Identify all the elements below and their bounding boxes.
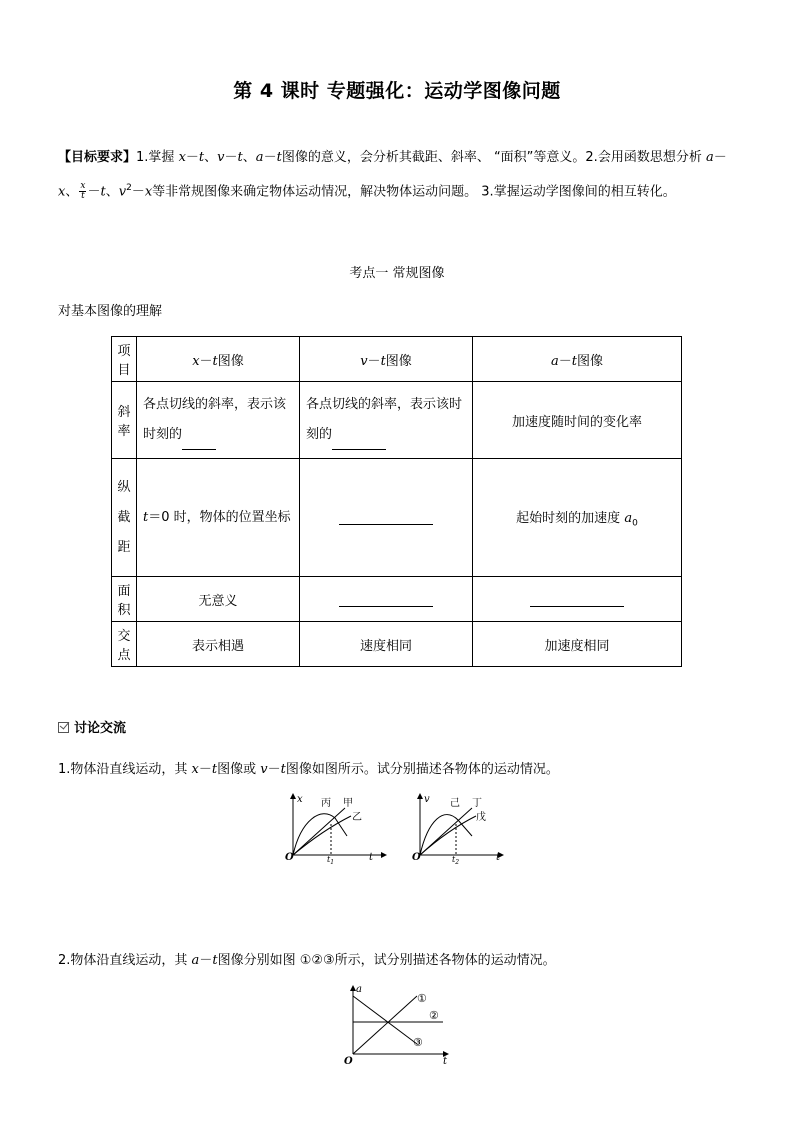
separator: 、 [242,150,256,165]
x-axis-arrow [381,852,387,858]
var-x: x [58,184,66,200]
xt-graph-figure [283,790,393,866]
var-t: t [198,150,205,165]
minus-sign: － [199,353,213,369]
var-a: a [191,953,200,968]
minus-sign: － [558,353,572,369]
minus-sign: － [263,150,277,165]
cell-slope-vt [300,382,473,459]
separator: 、 [65,184,79,200]
curve-label-yi: 乙 [352,812,362,823]
y-axis-label: x [297,794,303,805]
answer-blank[interactable] [339,510,433,525]
var-t: t [380,353,386,369]
fraction-x-over-t [79,182,86,201]
cell-area-at [473,577,682,622]
origin-label: O [344,1056,353,1067]
var-t: t [143,509,149,525]
table-row [112,622,682,667]
var-t: t [211,762,218,777]
question-text: 图像如图所示。试分别描述各物体的运动情况。 [285,762,559,777]
answer-blank[interactable] [332,435,386,450]
row-label-cross: 交点 [112,622,137,667]
header-suffix: 图像 [217,353,244,369]
minus-sign: － [199,953,213,968]
answer-blank[interactable] [339,592,433,607]
curve-label-bing: 丙 [321,798,331,809]
y-axis-label: a [356,984,362,995]
t2-tick-label: $t_2$ [452,855,460,866]
cell-intercept-at [473,459,682,577]
objectives-text: 1.掌握 [136,150,175,165]
separator: 、 [105,184,119,200]
curve-label-wu: 戊 [476,812,486,823]
line-label-1: ① [417,992,427,1005]
curve-label-ji: 己 [450,798,460,809]
minus-sign: － [713,150,727,165]
var-t: t [237,150,243,165]
fraction-denominator: t [81,191,85,202]
cell-text: 各点切线的斜率，表示该时刻的 [143,397,287,442]
question-text: 图像或 [217,762,257,777]
minus-sign: － [185,150,199,165]
curve-wu [420,816,476,855]
line-label-2: ② [429,1009,439,1022]
var-x: x [144,184,153,200]
row-label-slope: 斜率 [112,382,137,459]
var-x: x [178,150,186,165]
minus-sign: － [198,762,212,777]
table-row [112,577,682,622]
curve-ji [420,815,472,855]
var-t: t [212,353,218,369]
label-char: 纵 [117,479,131,495]
var-t: t [280,762,286,777]
label-char: 距 [117,539,131,555]
cell-intercept-vt [300,459,473,577]
t1-tick-label: $t_1$ [327,855,335,866]
answer-blank[interactable] [530,592,624,607]
cell-slope-at: 加速度随时间的变化率 [473,382,682,459]
subscript: 0 [632,518,638,529]
header-suffix: 图像 [577,353,604,369]
cell-text: ＝0 时，物体的位置坐标 [148,509,291,525]
minus-sign: － [131,184,145,200]
minus-sign: － [367,353,381,369]
header-xt [137,337,300,382]
objectives-tag: 【目标要求】 [58,150,137,165]
x-axis-label: t [443,1056,448,1067]
var-v: v [260,762,268,777]
var-x: x [192,353,200,369]
header-vt [300,337,473,382]
var-x: x [191,762,199,777]
curve-label-jia: 甲 [343,798,353,809]
header-suffix: 图像 [385,353,412,369]
y-axis-arrow [290,793,296,799]
header-at [473,337,682,382]
superscript-2: 2 [126,183,132,193]
var-t: t [212,953,218,968]
cell-intercept-xt [137,459,300,577]
cell-area-xt: 无意义 [137,577,300,622]
y-axis-arrow [417,793,423,799]
discussion-heading [58,717,126,736]
var-a: a [550,353,559,369]
y-axis-label: v [424,794,430,805]
origin-label: O [285,852,294,863]
header-item: 项目 [112,337,137,382]
curve-yi [293,816,351,855]
table-row [112,459,682,577]
cell-cross-vt: 速度相同 [300,622,473,667]
row-label-area: 面积 [112,577,137,622]
answer-blank[interactable] [182,435,216,450]
learning-objectives [58,142,738,207]
cell-cross-at: 加速度相同 [473,622,682,667]
line-3 [353,996,417,1044]
var-t: t [276,150,282,165]
var-t: t [571,353,577,369]
question-text: 2.物体沿直线运动，其 [58,953,188,968]
var-t: t [100,184,106,200]
table-caption: 对基本图像的理解 [58,304,163,319]
var-v: v [217,150,225,165]
curve-label-ding: 丁 [472,798,482,809]
row-label-intercept [112,459,137,577]
cell-text: 起始时刻的加速度 [516,510,621,526]
minus-sign: － [224,150,238,165]
cell-text: 各点切线的斜率，表示该时刻的 [306,397,463,442]
edit-check-icon [58,722,69,733]
var-v: v [118,184,127,200]
vt-graph-figure [410,790,520,866]
table-row [112,382,682,459]
objectives-text: 等非常规图像来确定物体运动情况，解决物体运动问题。 3.掌握运动学图像间的相互转化。 [152,184,676,200]
at-graph-figure [343,982,458,1070]
label-char: 截 [117,509,131,525]
page-title: 第 4 课时 专题强化：运动学图像问题 [233,80,561,102]
separator: 、 [204,150,218,165]
cell-slope-xt [137,382,300,459]
question-1 [58,758,559,777]
section-heading: 考点一 常规图像 [349,266,445,281]
x-axis-label: t [496,852,501,863]
cell-cross-xt: 表示相遇 [137,622,300,667]
cell-area-vt [300,577,473,622]
objectives-text: 图像的意义，会分析其截距、斜率、 “面积”等意义。2.会用函数思想分析 [281,150,702,165]
discussion-label: 讨论交流 [74,721,127,736]
question-text: 1.物体沿直线运动，其 [58,762,188,777]
fraction-numerator: x [80,181,86,192]
minus-sign: － [267,762,281,777]
line-label-3: ③ [413,1036,423,1049]
x-axis-label: t [369,852,374,863]
question-2 [58,949,556,968]
minus-sign: － [87,184,101,200]
origin-label: O [412,852,421,863]
question-text: 图像分别如图 ①②③所示，试分别描述各物体的运动情况。 [217,953,556,968]
var-a: a [624,510,633,526]
var-v: v [360,353,368,369]
var-a: a [705,150,714,165]
line-1 [353,996,417,1054]
var-a: a [255,150,264,165]
table-row [112,337,682,382]
comparison-table [111,336,682,667]
